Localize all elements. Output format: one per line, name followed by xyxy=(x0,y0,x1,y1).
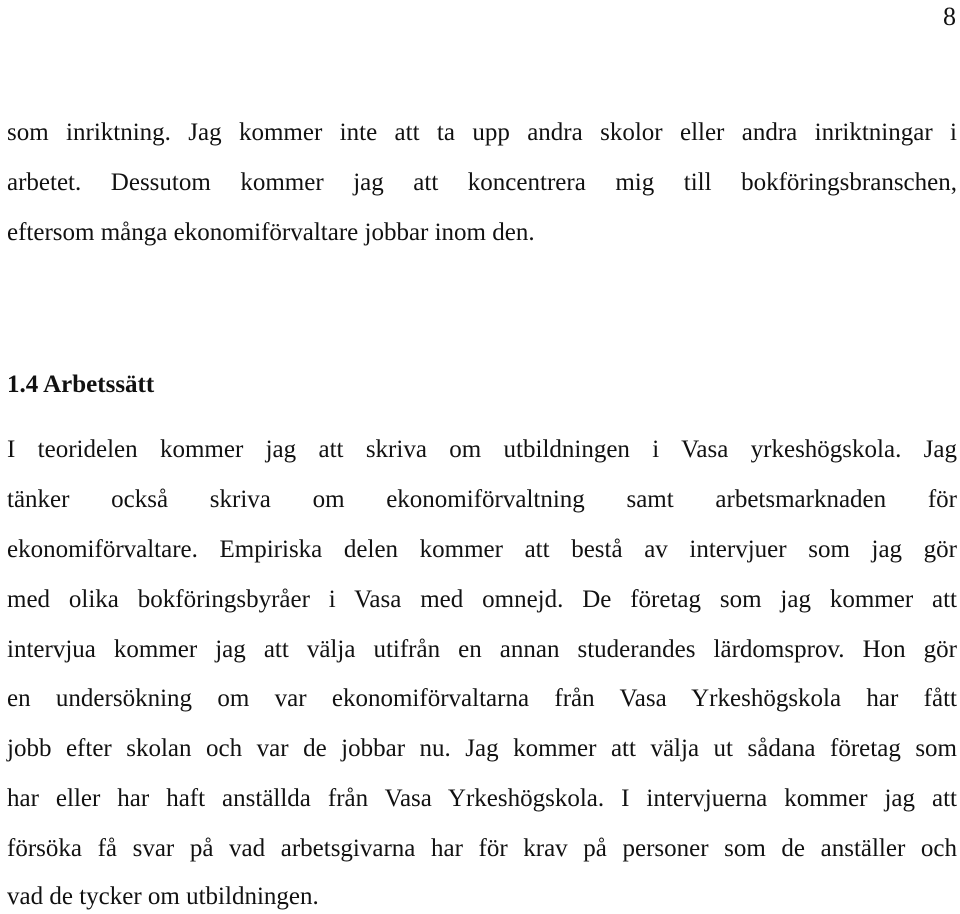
text-line: har eller har haft anställda från Vasa Yrkeshögskola. I intervjuerna kommer jag att xyxy=(7,785,957,812)
text-line: arbetet. Dessutom kommer jag att koncentrera mig till bokföringsbranschen, xyxy=(7,169,957,196)
text-line: tänker också skriva om ekonomiförvaltning samt arbetsmarknaden för xyxy=(7,486,957,513)
text-line: I teoridelen kommer jag att skriva om utbildningen i Vasa yrkeshögskola. Jag xyxy=(7,436,957,463)
text-line: intervjua kommer jag att välja utifrån en annan studerandes lärdomsprov. Hon gör xyxy=(7,636,957,663)
text-line: eftersom många ekonomiförvaltare jobbar inom den. xyxy=(7,219,535,246)
text-line: ekonomiförvaltare. Empiriska delen kommer att bestå av intervjuer som jag gör xyxy=(7,536,957,563)
text-line: jobb efter skolan och var de jobbar nu. Jag kommer att välja ut sådana företag som xyxy=(7,735,957,762)
section-heading: 1.4 Arbetssätt xyxy=(7,371,155,398)
text-line: med olika bokföringsbyråer i Vasa med omnejd. De företag som jag kommer att xyxy=(7,586,957,613)
page-number: 8 xyxy=(943,2,956,31)
text-line: försöka få svar på vad arbetsgivarna har för krav på personer som de anställer och xyxy=(7,835,957,862)
text-line: vad de tycker om utbildningen. xyxy=(7,883,319,910)
text-line: som inriktning. Jag kommer inte att ta upp andra skolor eller andra inriktningar i xyxy=(7,119,957,146)
text-line: en undersökning om var ekonomiförvaltarna från Vasa Yrkeshögskola har fått xyxy=(7,685,957,712)
